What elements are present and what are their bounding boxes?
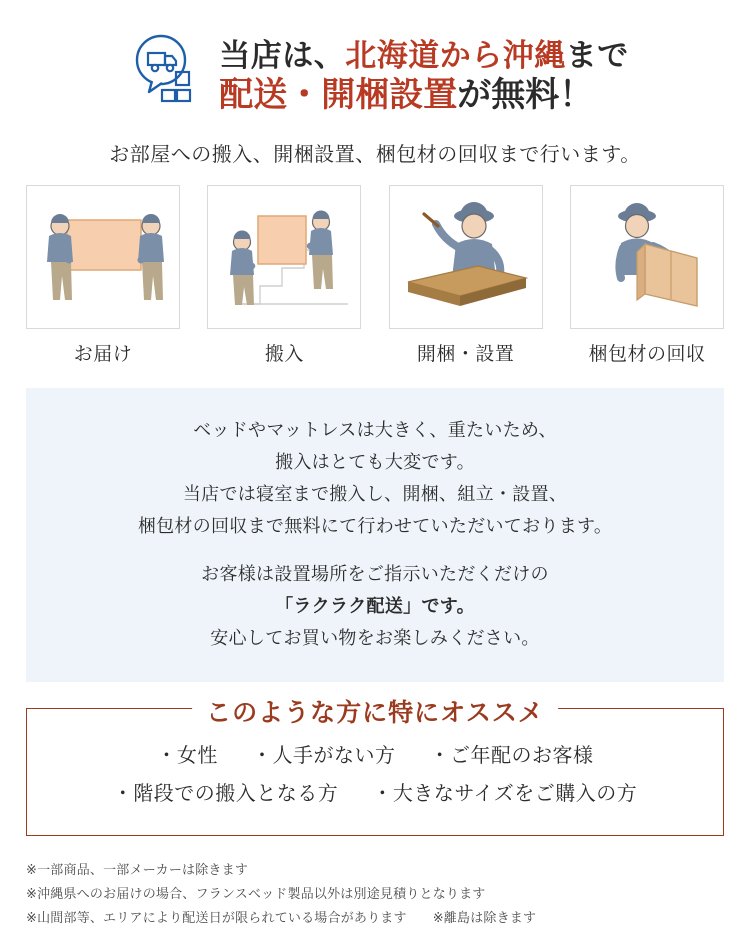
description-line: 当店では寝室まで搬入し、開梱、組立・設置、 — [182, 484, 568, 505]
footnote-row — [26, 906, 724, 930]
headline-part-1: 当店は、 — [219, 37, 346, 73]
header — [0, 0, 750, 128]
description-line-highlight: 「ラクラク配送」です。 — [275, 596, 475, 617]
footnote: ※一部商品、一部メーカーは除きます — [26, 862, 249, 878]
workers-carrying-up-stairs-icon — [207, 185, 361, 329]
delivery-truck-icon — [121, 30, 213, 122]
recommend-box — [26, 699, 724, 836]
description-line: お客様は設置場所をご指示いただくだけの — [201, 564, 549, 585]
step-packaging-collection — [570, 185, 724, 366]
recommend-item: ・ご年配のお客様 — [429, 745, 594, 768]
headline-line-2 — [219, 75, 629, 116]
worker-assembling-bed-frame-icon — [389, 185, 543, 329]
step-delivery — [26, 185, 180, 366]
headline-part-2: 北海道から沖縄 — [345, 37, 566, 73]
recommend-item: ・女性 — [156, 745, 218, 768]
recommend-item: ・大きなサイズをご購入の方 — [372, 783, 638, 806]
headline — [219, 36, 629, 116]
footnote: ※山間部等、エリアにより配送日が限られている場合があります — [26, 910, 407, 926]
headline-part-5: が無料！ — [457, 76, 594, 115]
recommend-item: ・階段での搬入となる方 — [112, 783, 339, 806]
recommend-row-1 — [37, 737, 713, 775]
recommend-title: このような方に特にオススメ — [192, 693, 558, 729]
description-line: 安心してお買い物をお楽しみください。 — [210, 628, 540, 649]
step-label: お届け — [73, 344, 133, 365]
two-workers-carrying-mattress-icon — [26, 185, 180, 329]
spacer — [36, 542, 714, 558]
headline-part-4: 配送・開梱設置 — [219, 76, 458, 115]
footnote: ※離島は除きます — [432, 910, 537, 926]
worker-carrying-cardboard-icon — [570, 185, 724, 329]
description-line: 梱包材の回収まで無料にて行わせていただいております。 — [137, 516, 613, 537]
description-line: 搬入はとても大変です。 — [275, 452, 475, 473]
headline-line-1 — [219, 36, 629, 76]
step-label: 開梱・設置 — [416, 344, 515, 365]
description-box — [26, 388, 724, 682]
step-label: 搬入 — [264, 344, 304, 365]
step-unpack-install — [389, 185, 543, 366]
recommend-item: ・人手がない方 — [252, 745, 396, 768]
footnotes — [26, 858, 724, 930]
headline-part-3: まで — [565, 37, 629, 73]
footnote: ※沖縄県へのお届けの場合、フランスベッド製品以外は別途見積りとなります — [26, 886, 486, 902]
recommend-row-2 — [37, 775, 713, 813]
steps-row — [0, 185, 750, 366]
description-line: ベッドやマットレスは大きく、重たいため、 — [193, 420, 557, 440]
subheading: お部屋への搬入、開梱設置、梱包材の回収まで行います。 — [109, 144, 641, 166]
step-label: 梱包材の回収 — [588, 344, 706, 365]
step-carry-in — [207, 185, 361, 366]
